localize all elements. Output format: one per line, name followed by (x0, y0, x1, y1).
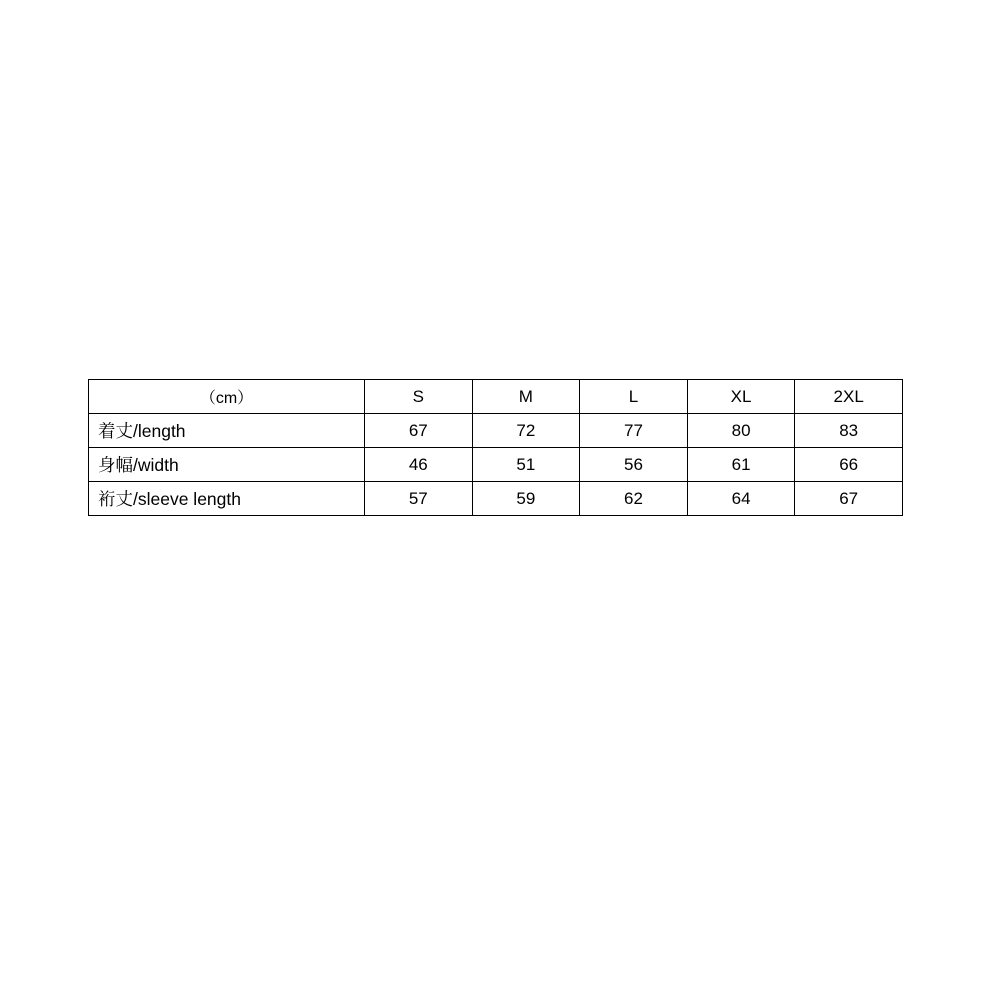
size-chart-table (88, 379, 903, 516)
column-header-l: L (580, 380, 688, 414)
cell-width-m: 51 (472, 448, 580, 482)
cell-width-l: 56 (580, 448, 688, 482)
column-header-2xl: 2XL (795, 380, 903, 414)
cell-width-s: 46 (365, 448, 473, 482)
size-chart-container (88, 379, 902, 516)
cell-width-2xl: 66 (795, 448, 903, 482)
column-header-xl: XL (687, 380, 795, 414)
column-header-s: S (365, 380, 473, 414)
row-label-sleeve-length: 裄丈/sleeve length (89, 482, 365, 516)
cell-length-s: 67 (365, 414, 473, 448)
unit-label: （cm） (89, 380, 365, 414)
column-header-m: M (472, 380, 580, 414)
cell-length-xl: 80 (687, 414, 795, 448)
table-row (89, 482, 903, 516)
cell-length-m: 72 (472, 414, 580, 448)
row-label-length: 着丈/length (89, 414, 365, 448)
cell-sleeve-l: 62 (580, 482, 688, 516)
cell-sleeve-xl: 64 (687, 482, 795, 516)
cell-width-xl: 61 (687, 448, 795, 482)
cell-sleeve-s: 57 (365, 482, 473, 516)
row-label-width: 身幅/width (89, 448, 365, 482)
table-row (89, 414, 903, 448)
table-header-row (89, 380, 903, 414)
cell-length-2xl: 83 (795, 414, 903, 448)
table-row (89, 448, 903, 482)
cell-sleeve-m: 59 (472, 482, 580, 516)
cell-length-l: 77 (580, 414, 688, 448)
cell-sleeve-2xl: 67 (795, 482, 903, 516)
